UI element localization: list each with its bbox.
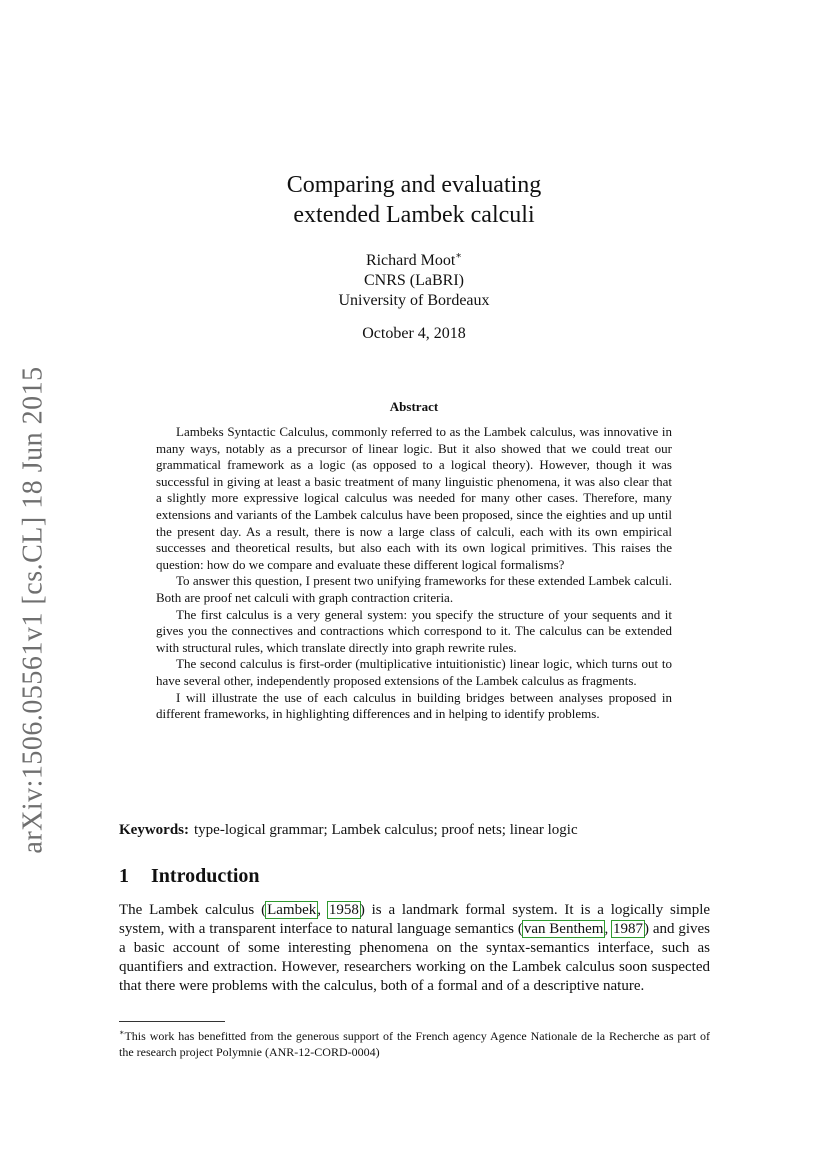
citation-link-van-benthem[interactable]: van Benthem xyxy=(523,920,604,937)
abstract-paragraph: The first calculus is a very general system: you specify the structure of your sequents and it gives you the connectives and contractions which correspond to it. The calculus can be extended with structural rules, which translate directly into graph rewrite rules. xyxy=(156,606,672,655)
author-footnote-mark[interactable]: ∗ xyxy=(455,250,463,262)
title-line-2: extended Lambek calculi xyxy=(293,202,535,228)
abstract-heading: Abstract xyxy=(389,399,439,414)
abstract-section xyxy=(156,398,672,723)
author-affiliation-2: University of Bordeaux xyxy=(338,292,490,309)
keywords-text: type-logical grammar; Lambek calculus; proof nets; linear logic xyxy=(194,822,578,838)
arxiv-identifier-stamp xyxy=(6,366,62,854)
intro-text-segment: , xyxy=(317,902,328,918)
footnote-divider xyxy=(119,1021,225,1022)
keywords-line xyxy=(119,820,710,840)
abstract-paragraph: Lambeks Syntactic Calculus, commonly referred to as the Lambek calculus, was innovative in many ways, notably as a precursor of linear logic. But it also showed that we could treat our grammatical framework as a logic (as opposed to a logical theory). However, though it was successful in giving at least a basic treatment of many linguistic phenomena, it was also clear that a slightly more expressive logical calculus was needed for many other cases. Therefore, many extensions and variants of the Lambek calculus have been proposed, since the eighties and up until the present day. As a result, there is now a large class of calculi, each with its own empirical successes and theoretical results, but also each with its own logical primitives. This raises the question: how do we compare and evaluate these different logical formalisms? xyxy=(156,424,672,572)
citation-link-lambek[interactable]: Lambek xyxy=(267,902,317,918)
arxiv-identifier-text: arXiv:1506.05561v1 [cs.CL] 18 Jun 2015 xyxy=(18,366,49,854)
paper-title xyxy=(100,170,728,230)
section-heading-introduction xyxy=(119,863,260,889)
abstract-paragraph: To answer this question, I present two unifying frameworks for these extended Lambek calculi. Both are proof net calculi with graph contraction criteria. xyxy=(156,573,672,605)
intro-text-segment: , xyxy=(604,920,613,937)
footnote-mark: ∗ xyxy=(119,1028,125,1037)
paper-date: October 4, 2018 xyxy=(362,325,466,342)
section-number: 1 xyxy=(119,865,129,887)
intro-text-segment: The Lambek calculus ( xyxy=(119,902,267,918)
section-title: Introduction xyxy=(151,865,260,887)
footnote-text: This work has benefitted from the generous support of the French agency Agence Nationale de la Recherche as part of the research project Polymnie (ANR-12-CORD-0004) xyxy=(119,1029,710,1059)
author-name-text: Richard Moot xyxy=(365,252,456,269)
intro-paragraph xyxy=(119,901,710,996)
keywords-label: Keywords: xyxy=(119,822,189,838)
footnote xyxy=(119,1025,710,1060)
citation-link-lambek-year[interactable]: 1958 xyxy=(328,902,359,918)
author-name xyxy=(100,251,728,271)
author-affiliation-1: CNRS (LaBRI) xyxy=(364,272,464,289)
abstract-paragraph: The second calculus is first-order (multiplicative intuitionistic) linear logic, which turns out to have several other, independently proposed extensions of the Lambek calculus as fragments. xyxy=(156,656,672,688)
intro-text-segment: ) is a landmark formal system. It is a logically simple system, with a transparent interface to natural language semantics ( xyxy=(119,902,711,937)
abstract-paragraph: I will illustrate the use of each calculus in building bridges between analyses proposed in different frameworks, in highlighting differences and in helping to identify problems. xyxy=(156,689,672,722)
citation-link-van-benthem-year[interactable]: 1987 xyxy=(613,920,644,937)
title-line-1: Comparing and evaluating xyxy=(286,172,542,198)
author-block xyxy=(100,251,728,311)
intro-text-segment: ) and gives a basic account of some interesting phenomena on the syntax-semantics interface, such as quantifiers and extraction. However, researchers working on the Lambek calculus soon suspected that there were problems with the calculus, both of a formal and of a descriptive nature. xyxy=(119,920,710,994)
